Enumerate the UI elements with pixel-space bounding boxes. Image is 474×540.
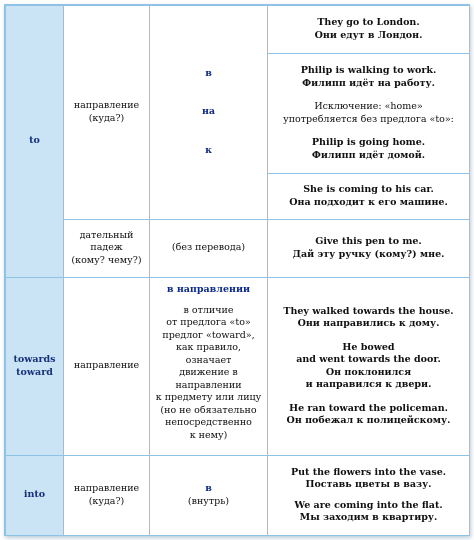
example-en: They go to London. (317, 17, 420, 28)
example-en: She is coming to his car. (303, 184, 434, 195)
meaning-direction-cell (64, 6, 150, 220)
example-ru: Дай эту ручку (кому?) мне. (292, 248, 445, 260)
example-cell (268, 456, 470, 536)
preposition-into-cell (6, 456, 64, 536)
example-cell (268, 174, 470, 220)
translation-k: к (205, 144, 212, 156)
meaning-direction-text: направление (куда?) (73, 100, 140, 124)
translation-v: в (205, 67, 212, 79)
preposition-towards-label: towards toward (13, 354, 56, 378)
meaning-text: направление (куда?) (73, 483, 140, 507)
example-cell (268, 278, 470, 456)
example-en: He ran toward the policeman. (289, 402, 448, 414)
example-en: They walked towards the house. (283, 305, 454, 317)
example-en: He bowed (342, 341, 395, 353)
translation-cell (150, 278, 268, 456)
meaning-dative-text: дательный падеж (кому? чему?) (71, 229, 142, 266)
translation-cell (150, 220, 268, 278)
table-row (6, 456, 470, 536)
example-en: Put the flowers into the vase. (290, 466, 447, 478)
translation-head: в направлении (166, 284, 251, 295)
preposition-towards-cell (6, 278, 64, 456)
table-row (6, 6, 470, 54)
translation-v: в (205, 483, 212, 494)
example-ru: и направился к двери. (305, 379, 432, 390)
example-en: and went towards the door. (296, 354, 441, 365)
example-ru: Мы заходим в квартиру. (299, 512, 438, 523)
example-cell (268, 6, 470, 54)
meaning-text: направление (73, 360, 140, 372)
table-row (6, 278, 470, 456)
exception-note: употребляется без предлога «to»: (283, 113, 454, 125)
example-en: We are coming into the flat. (294, 499, 443, 511)
dative-translation: (без перевода) (171, 242, 246, 254)
example-ru: Поставь цветы в вазу. (305, 479, 432, 490)
example-cell (268, 220, 470, 278)
translation-note: в отличие от предлога «to» предлог «toward», как правило, означает движение в направлении к предмету или лицу (но не обязательно непосредственно к нему) (155, 304, 262, 441)
example-ru: Они направились к дому. (297, 318, 440, 329)
exception-note: Исключение: «home» (314, 101, 423, 112)
example-ru: Они едут в Лондон. (314, 29, 423, 41)
preposition-to-label: to (29, 135, 40, 147)
example-ru: Он поклонился (325, 366, 412, 378)
example-ru: Она подходит к его машине. (289, 196, 448, 208)
example-ru: Он побежал к полицейскому. (286, 415, 451, 426)
preposition-into-label: into (23, 489, 46, 501)
meaning-cell (64, 456, 150, 536)
preposition-to-cell (6, 6, 64, 278)
example-en: Philip is walking to work. (300, 65, 437, 76)
grammar-table-frame (4, 4, 470, 536)
example-ru: Филипп идёт домой. (311, 149, 426, 161)
prepositions-table (5, 5, 470, 536)
example-en: Philip is going home. (311, 137, 426, 148)
example-ru: Филипп идёт на работу. (302, 77, 435, 89)
translation-cell (150, 6, 268, 220)
translation-note: (внутрь) (187, 495, 230, 507)
table-row (6, 220, 470, 278)
example-en: Give this pen to me. (315, 236, 422, 247)
translation-cell (150, 456, 268, 536)
meaning-cell (64, 278, 150, 456)
translation-na: на (201, 106, 216, 118)
example-cell (268, 54, 470, 174)
meaning-dative-cell (64, 220, 150, 278)
